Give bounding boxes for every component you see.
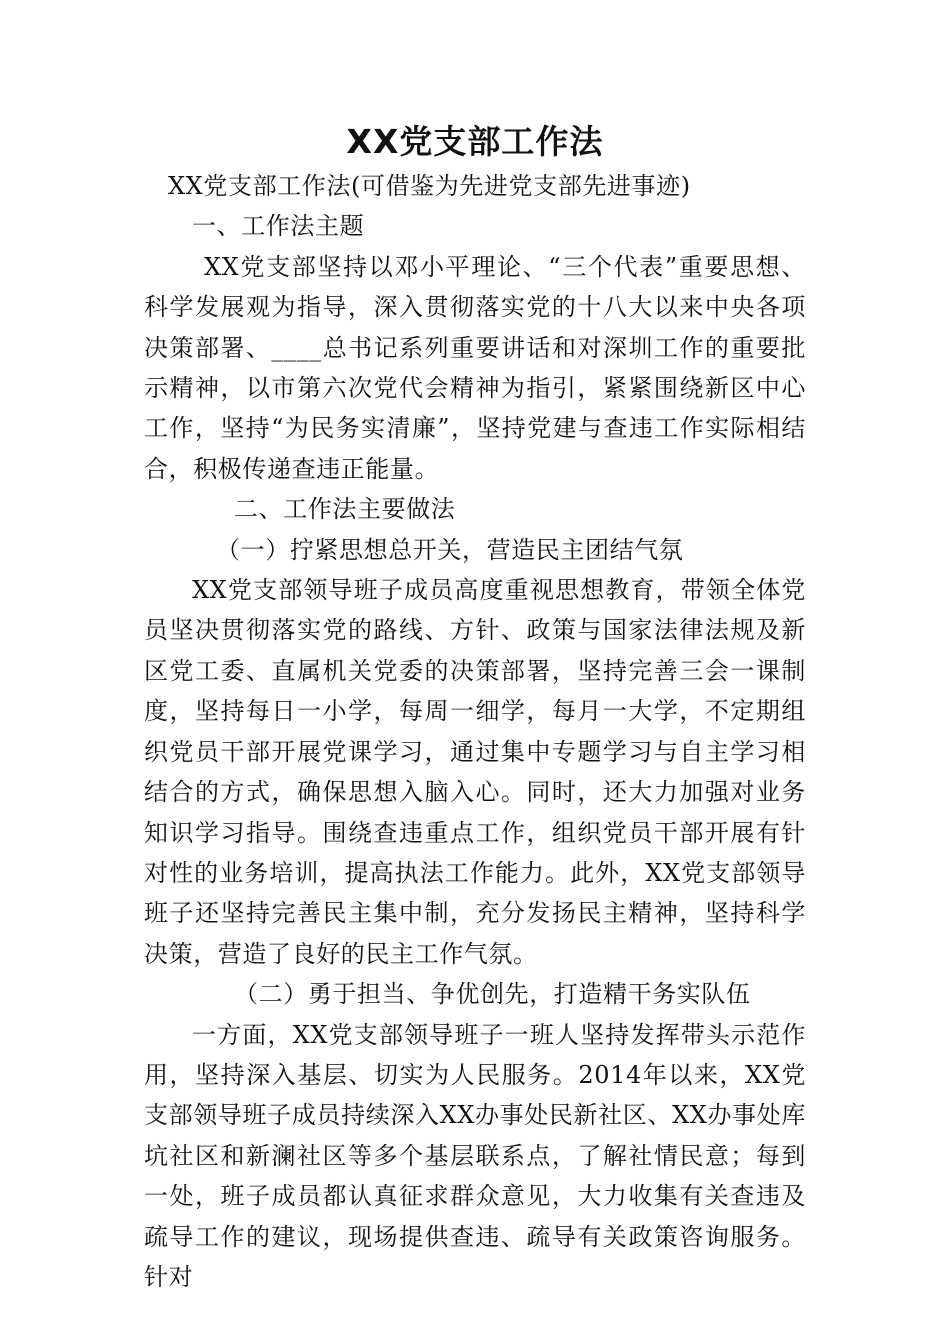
document-title: XX党支部工作法 <box>346 122 604 161</box>
body-paragraph-theme: XX党支部坚持以邓小平理论、“三个代表”重要思想、科学发展观为指导，深入贯彻落实党的十八大以来中央各项决策部署、____总书记系列重要讲话和对深圳工作的重要批示精神，以市第六次党代会精神为指引，紧紧围绕新区中心工作，坚持“为民务实清廉”，坚持党建与查违工作实际相结合，积极传递查违正能量。 <box>144 252 806 483</box>
document-page <box>144 120 806 1297</box>
subsection-heading-1: （一）拧紧思想总开关，营造民主团结气氛 <box>216 535 684 564</box>
section-heading-practices: 二、工作法主要做法 <box>234 495 456 524</box>
body-paragraph-2: 一方面，XX党支部领导班子一班人坚持发挥带头示范作用，坚持深入基层、切实为人民服务。2014年以来，XX党支部领导班子成员持续深入XX办事处民新社区、XX办事处库坑社区和新澜社区等多个基层联系点，了解社情民意；每到一处，班子成员都认真征求群众意见，大力收集有关查违及疏导工作的建议，现场提供查违、疏导有关政策咨询服务。针对 <box>144 1020 806 1291</box>
subtitle-paragraph: XX党支部工作法(可借鉴为先进党支部先进事迹) <box>168 172 691 200</box>
section-heading-theme: 一、工作法主题 <box>192 212 365 241</box>
body-paragraph-1: XX党支部领导班子成员高度重视思想教育，带领全体党员坚决贯彻落实党的路线、方针、政策与国家法律法规及新区党工委、直属机关党委的决策部署，坚持完善三会一课制度，坚持每日一小学，每周一细学，每月一大学，不定期组织党员干部开展党课学习，通过集中专题学习与自主学习相结合的方式，确保思想入脑入心。同时，还大力加强对业务知识学习指导。围绕查违重点工作，组织党员干部开展有针对性的业务培训，提高执法工作能力。此外，XX党支部领导班子还坚持完善民主集中制，充分发扬民主精神，坚持科学决策，营造了良好的民主工作气氛。 <box>144 576 806 968</box>
subsection-heading-2: （二）勇于担当、争优创先，打造精干务实队伍 <box>234 980 751 1009</box>
